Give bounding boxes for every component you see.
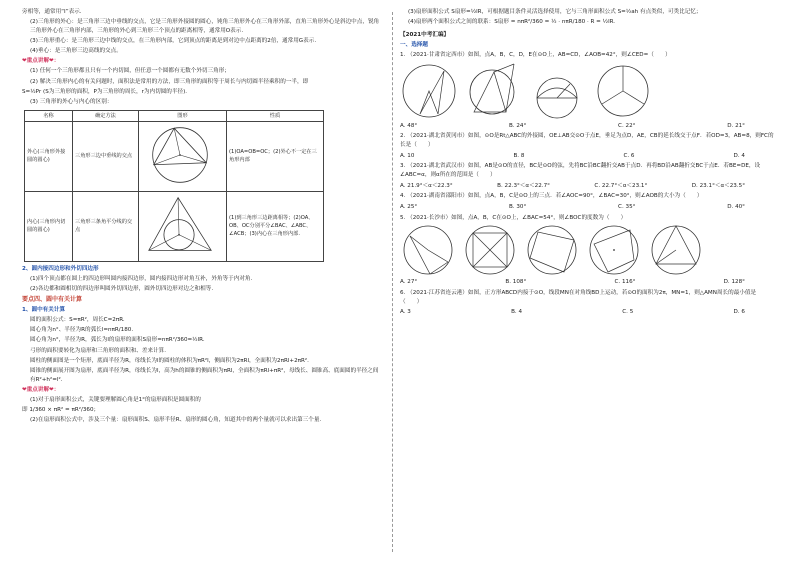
note-3: (3)扇形面积公式 S扇形=½lR，可根据题目条件灵活选择使用，它与三角形面积公式 S=½ah 有点类似，可类比记忆； xyxy=(408,9,702,15)
option[interactable]: C. 6 xyxy=(623,152,635,159)
question-1-figures xyxy=(400,62,775,120)
key-point-2-formula: S=½Pr (S为三角形的面积，P为三角形的周长，r为内切圆的半径). xyxy=(22,88,188,95)
question-5-figures xyxy=(400,224,775,276)
option[interactable]: D. 23.1°＜α＜23.5° xyxy=(691,182,745,189)
key-note-1: (1)对于扇形面积公式，关键要理解圆心角是1°的扇形面积是圆面积的 xyxy=(30,396,201,403)
q5-figure-d xyxy=(586,224,642,276)
option[interactable]: B. 108° xyxy=(505,279,527,286)
option[interactable]: D. 128° xyxy=(723,279,745,286)
question-5: 5. （2021·长沙市）如图，点A，B，C在⊙O上，∠BAC=54°，则∠BOC的度数为（ ） xyxy=(400,214,627,221)
option[interactable]: C. 22° xyxy=(618,122,636,129)
left-column xyxy=(22,8,384,426)
section-2-item-1: (1)四个顶点都在圆上的四边形叫圆内接四边形，圆内接四边形对角互补，外角等于内对角. xyxy=(30,275,253,282)
q2-options xyxy=(400,152,775,161)
q5-figure-b xyxy=(462,224,518,276)
year-title: 【2021中考汇编】 xyxy=(400,31,450,38)
option[interactable]: A. 27° xyxy=(400,279,418,286)
q5-figure-e xyxy=(648,224,704,276)
option[interactable]: B. 24° xyxy=(508,122,527,129)
table-row xyxy=(25,191,324,261)
right-column xyxy=(400,8,775,319)
question-1: 1. （2021·甘肃省定西市）如图，点A，B，C，D，E在⊙O上，AB=CD，∠AOB=42°，则∠CED=（ ） xyxy=(400,52,671,59)
intro-line: 旁相等，通常用“I”表示. xyxy=(22,9,82,15)
q5-figure-c xyxy=(524,224,580,276)
q5-options xyxy=(400,278,775,287)
option[interactable]: C. 5 xyxy=(622,309,634,316)
calc-cone: 圆锥的侧面展开图为扇形，底面半径为R，母线长为l，高为h的圆锥的侧面积为πRl，全面积为πRl+πR²，母线长、圆锥高、底面圆的半径之间有R²+h²=l². xyxy=(30,367,379,383)
option[interactable]: A. 10 xyxy=(400,152,415,159)
option[interactable]: A. 3 xyxy=(400,309,411,316)
centroid-text: (3)三角形重心：是三角形三边中线的交点，在三角形内部，它到顶点的距离是到对边中点距离的2倍，通常用G表示. xyxy=(30,37,317,44)
key-point-2: (2) 解决三角形内心的有关问题时，面积法是常用的方法，即三角形的面积等于周长与内切圆半径乘积的一半，即 xyxy=(30,78,309,85)
option[interactable]: D. 6 xyxy=(733,309,745,316)
calc-circle-area: 圆的面积公式：S=πR²，周长C=2πR. xyxy=(30,317,125,324)
section-2-title: 2、圆内接四边形和外切四边形 xyxy=(22,265,99,272)
option[interactable]: C. 116° xyxy=(614,279,636,286)
table-cell-figure xyxy=(139,121,227,191)
calc-segment-area: 弓形的面积要转化为扇形和三角形的面积和、差来计算. xyxy=(30,347,167,354)
option[interactable]: A. 48° xyxy=(400,122,418,129)
calc-title: 1、圆中有关计算 xyxy=(22,307,66,314)
table-header: 图形 xyxy=(139,110,227,121)
option[interactable]: C. 22.7°＜α＜23.1° xyxy=(594,182,648,189)
column-divider xyxy=(392,12,393,552)
q1-options xyxy=(400,122,775,131)
option[interactable]: C. 35° xyxy=(618,204,636,211)
section-4-title: 要点四、圆中有关计算 xyxy=(22,296,83,304)
option[interactable]: D. 21° xyxy=(727,122,745,129)
key-point-3: (3) 三角形的外心与内心的区别： xyxy=(30,98,113,105)
q1-figure-a xyxy=(400,62,458,120)
question-4: 4. （2021·湖南省邵阳市）如图，点A，B，C是⊙O上的三点．若∠AOC=90°，∠BAC=30°，则∠AOB的大小为（ ） xyxy=(400,193,703,200)
orthocenter-text: (4)垂心：是三角形三边高线的交点。 xyxy=(30,48,122,55)
table-header: 性质 xyxy=(227,110,324,121)
center-comparison-table xyxy=(24,110,324,262)
question-6: 6. （2021·江苏省连云港）如图，正方形ABCD内接于⊙O，线段MN在对角线BD上运动，若⊙O的面积为2π，MN=1，则△AMN周长的最小值是（ ） xyxy=(400,290,757,305)
option[interactable]: B. 22.3°＜α＜22.7° xyxy=(497,182,550,189)
table-cell: (1)OA=OB=OC；(2)外心不一定在三角形内部 xyxy=(227,121,324,191)
q1-figure-c xyxy=(526,76,588,120)
note-4: (4)扇形两个面积公式之间的联系：S扇形 = nπR²/360 = ½ · nπR/180 · R = ½lR. xyxy=(408,19,616,26)
section-2-item-2: (2)各边都和圆相切的四边形叫圆外切四边形，圆外切四边形对边之和相等. xyxy=(30,286,214,293)
option[interactable]: A. 21.9°＜α＜22.3° xyxy=(400,182,453,189)
key-note-1-formula: 即 1/360 × πR² = πR²/360； xyxy=(22,407,100,414)
calc-sector-area: 圆心角为n°，半径为R，弧长为l的扇形的面积S扇形=nπR²/360=½lR. xyxy=(30,337,205,344)
key-note-2: (2)在扇形面积公式中，涉及三个量：扇形面积S、扇形半径R、扇形的圆心角，知道其中的两个量就可以求出第三个量. xyxy=(30,417,322,424)
option[interactable]: D. 40° xyxy=(727,204,745,211)
option[interactable]: B. 8 xyxy=(513,152,525,159)
table-cell: 外心(三角形外接圆的圆心) xyxy=(25,121,73,191)
table-header: 确定方法 xyxy=(73,110,139,121)
choice-title: 一、选择题 xyxy=(400,41,428,48)
q5-figure-a xyxy=(400,224,456,276)
table-cell: 内心(三角形内切圆的圆心) xyxy=(25,191,73,261)
q1-figure-d xyxy=(594,62,652,120)
table-cell-figure xyxy=(139,191,227,261)
q1-figure-b xyxy=(464,62,520,120)
option[interactable]: D. 4 xyxy=(733,152,745,159)
table-row xyxy=(25,121,324,191)
key-points-title: ❤重点讲解❤： xyxy=(22,58,60,65)
question-3: 3. （2021·湖北省武汉市）如图，AB是⊙O的直径，BC是⊙O的弦，先将BC沿BC翻折交AB于点D．再将BD沿AB翻折交BC于点E．若BE=DE，设∠ABC=α，则α所在的范围是（ ） xyxy=(400,163,761,179)
key-points-title-2: ❤重点讲解❤： xyxy=(22,386,60,393)
table-cell: 三角形三边中垂线的交点 xyxy=(73,121,139,191)
table-cell: 三角形三条角平分线的交点 xyxy=(73,191,139,261)
q6-options xyxy=(400,308,775,317)
q3-options xyxy=(400,182,775,191)
circumcenter-text: (2)三角形的外心：是三角形三边中垂线的交点，它是三角形外接圆的圆心，钝角三角形外心在三角形外部，直角三角形外心是斜边中点，锐角三角形外心在三角形内部，三角形的外心到三角形三个顶点的距离相等，通常用O表示. xyxy=(30,19,380,34)
table-cell: (1)到三角形三边距离相等；(2)OA、OB、OC分别平分∠BAC、∠ABC、∠ACB；(3)内心在三角形内部. xyxy=(227,191,324,261)
key-point-1: (1) 任何一个三角形都且只有一个内切圆，但任意一个圆都有无数个外切三角形； xyxy=(30,68,230,75)
calc-cylinder: 圆柱的侧面图是一个矩形，底面半径为R，母线长为l的圆柱的体积为πR²l，侧面积为2πRl，全面积为2πRl+2πR². xyxy=(30,357,309,364)
q4-options xyxy=(400,203,775,212)
table-header: 名称 xyxy=(25,110,73,121)
question-2: 2. （2021·湖北省黄冈市）如图，⊙O是Rt△ABC的外接圆，OE⊥AB交⊙O于点E，垂足为点D，AE，CB的延长线交于点F．若OD=3，AB=8，则FC的长是（ ） xyxy=(400,133,774,149)
circumcircle-figure xyxy=(141,123,219,187)
table-header-row xyxy=(25,110,324,121)
option[interactable]: B. 4 xyxy=(511,309,523,316)
calc-arc-length: 圆心角为n°、半径为R的弧长l=nπR/180. xyxy=(30,327,134,334)
incircle-figure xyxy=(141,193,219,257)
option[interactable]: A. 25° xyxy=(400,204,418,211)
option[interactable]: B. 30° xyxy=(508,204,527,211)
